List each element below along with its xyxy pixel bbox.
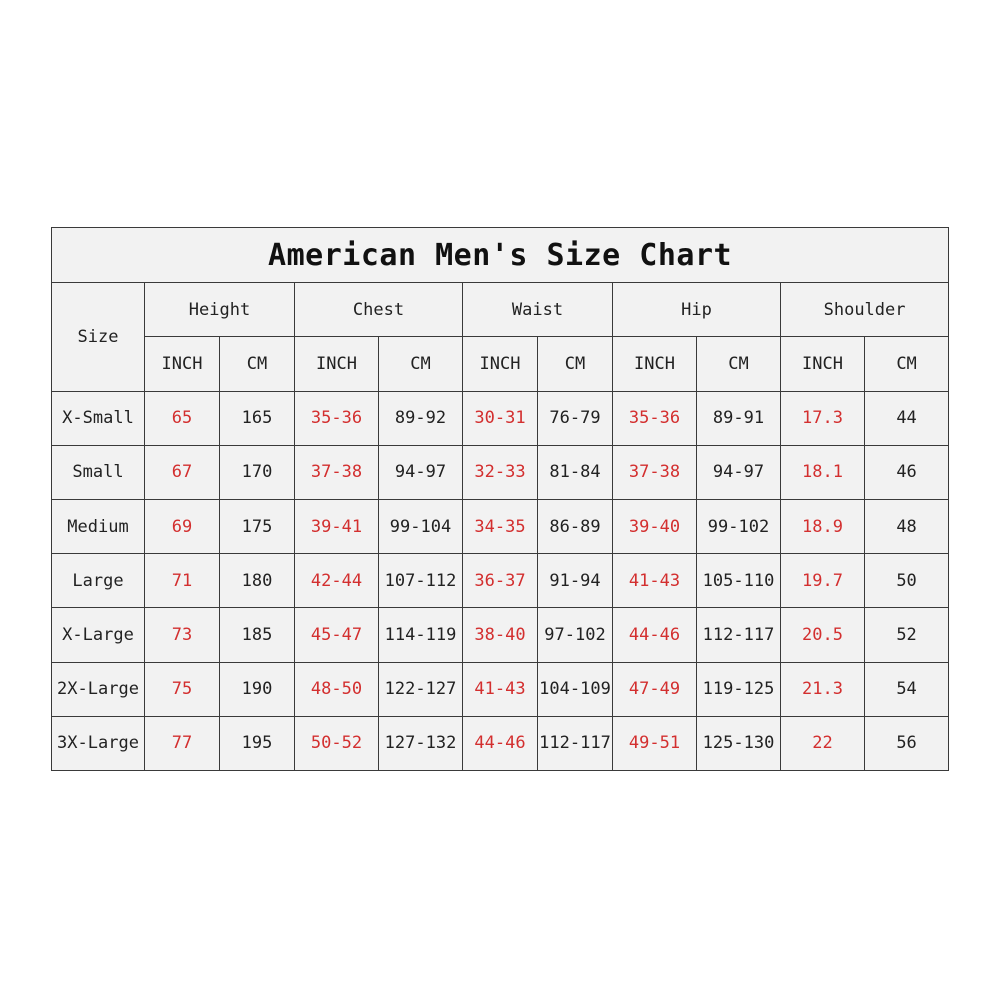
shoulder-cm-cell: 52 [865,608,949,662]
waist-inch-cell: 36-37 [463,554,538,608]
hip-inch-cell: 41-43 [613,554,697,608]
chest-cm-cell: 114-119 [379,608,463,662]
shoulder-inch-cell: 17.3 [781,391,865,445]
size-rows [52,391,949,770]
table-row [52,445,949,499]
hip-cm-cell: 125-130 [697,716,781,770]
chest-cm-cell: 107-112 [379,554,463,608]
group-header-row [52,283,949,337]
height-inch-cell: 71 [145,554,220,608]
waist-cm-cell: 76-79 [538,391,613,445]
hip-inch-cell: 35-36 [613,391,697,445]
waist-inch-cell: 38-40 [463,608,538,662]
chest-cm-cell: 127-132 [379,716,463,770]
shoulder-cm-cell: 56 [865,716,949,770]
chest-inch-cell: 48-50 [295,662,379,716]
chest-inch-cell: 45-47 [295,608,379,662]
table-row [52,391,949,445]
hip-inch-cell: 44-46 [613,608,697,662]
unit-header-cm: CM [697,337,781,391]
group-header-chest: Chest [295,283,463,337]
unit-header-cm: CM [379,337,463,391]
group-header-shoulder: Shoulder [781,283,949,337]
title-row [52,228,949,283]
size-column-header: Size [52,283,145,391]
shoulder-inch-cell: 18.1 [781,445,865,499]
table-row [52,499,949,553]
height-cm-cell: 165 [220,391,295,445]
group-header-waist: Waist [463,283,613,337]
height-cm-cell: 195 [220,716,295,770]
waist-cm-cell: 86-89 [538,499,613,553]
chest-inch-cell: 39-41 [295,499,379,553]
chest-cm-cell: 99-104 [379,499,463,553]
hip-inch-cell: 49-51 [613,716,697,770]
unit-header-inch: INCH [463,337,538,391]
height-inch-cell: 73 [145,608,220,662]
unit-header-cm: CM [538,337,613,391]
unit-header-cm: CM [865,337,949,391]
height-cm-cell: 175 [220,499,295,553]
table-row [52,662,949,716]
shoulder-inch-cell: 18.9 [781,499,865,553]
waist-inch-cell: 41-43 [463,662,538,716]
size-label: Small [52,445,145,499]
shoulder-inch-cell: 19.7 [781,554,865,608]
shoulder-cm-cell: 44 [865,391,949,445]
shoulder-cm-cell: 48 [865,499,949,553]
waist-inch-cell: 30-31 [463,391,538,445]
chest-inch-cell: 50-52 [295,716,379,770]
waist-cm-cell: 81-84 [538,445,613,499]
waist-cm-cell: 104-109 [538,662,613,716]
unit-header-row [52,337,949,391]
height-cm-cell: 185 [220,608,295,662]
unit-header-inch: INCH [295,337,379,391]
hip-cm-cell: 94-97 [697,445,781,499]
chest-inch-cell: 42-44 [295,554,379,608]
height-inch-cell: 77 [145,716,220,770]
unit-header-inch: INCH [145,337,220,391]
unit-header-cm: CM [220,337,295,391]
table-row [52,716,949,770]
shoulder-cm-cell: 50 [865,554,949,608]
waist-inch-cell: 34-35 [463,499,538,553]
height-inch-cell: 65 [145,391,220,445]
height-inch-cell: 75 [145,662,220,716]
table-row [52,608,949,662]
table-row [52,554,949,608]
height-cm-cell: 180 [220,554,295,608]
waist-inch-cell: 32-33 [463,445,538,499]
unit-header-inch: INCH [781,337,865,391]
hip-inch-cell: 39-40 [613,499,697,553]
hip-cm-cell: 119-125 [697,662,781,716]
group-header-hip: Hip [613,283,781,337]
size-label: Large [52,554,145,608]
waist-cm-cell: 91-94 [538,554,613,608]
size-label: X-Large [52,608,145,662]
chest-inch-cell: 35-36 [295,391,379,445]
size-label: 2X-Large [52,662,145,716]
height-inch-cell: 67 [145,445,220,499]
height-inch-cell: 69 [145,499,220,553]
waist-cm-cell: 112-117 [538,716,613,770]
height-cm-cell: 170 [220,445,295,499]
chest-cm-cell: 89-92 [379,391,463,445]
shoulder-inch-cell: 20.5 [781,608,865,662]
height-cm-cell: 190 [220,662,295,716]
waist-cm-cell: 97-102 [538,608,613,662]
hip-cm-cell: 112-117 [697,608,781,662]
hip-cm-cell: 89-91 [697,391,781,445]
shoulder-inch-cell: 21.3 [781,662,865,716]
chart-title: American Men's Size Chart [52,228,949,283]
shoulder-inch-cell: 22 [781,716,865,770]
group-header-height: Height [145,283,295,337]
hip-cm-cell: 99-102 [697,499,781,553]
shoulder-cm-cell: 54 [865,662,949,716]
chest-cm-cell: 94-97 [379,445,463,499]
size-label: 3X-Large [52,716,145,770]
size-label: Medium [52,499,145,553]
shoulder-cm-cell: 46 [865,445,949,499]
chest-cm-cell: 122-127 [379,662,463,716]
size-chart-table [51,227,949,771]
unit-header-inch: INCH [613,337,697,391]
hip-inch-cell: 37-38 [613,445,697,499]
size-label: X-Small [52,391,145,445]
hip-cm-cell: 105-110 [697,554,781,608]
chest-inch-cell: 37-38 [295,445,379,499]
hip-inch-cell: 47-49 [613,662,697,716]
waist-inch-cell: 44-46 [463,716,538,770]
